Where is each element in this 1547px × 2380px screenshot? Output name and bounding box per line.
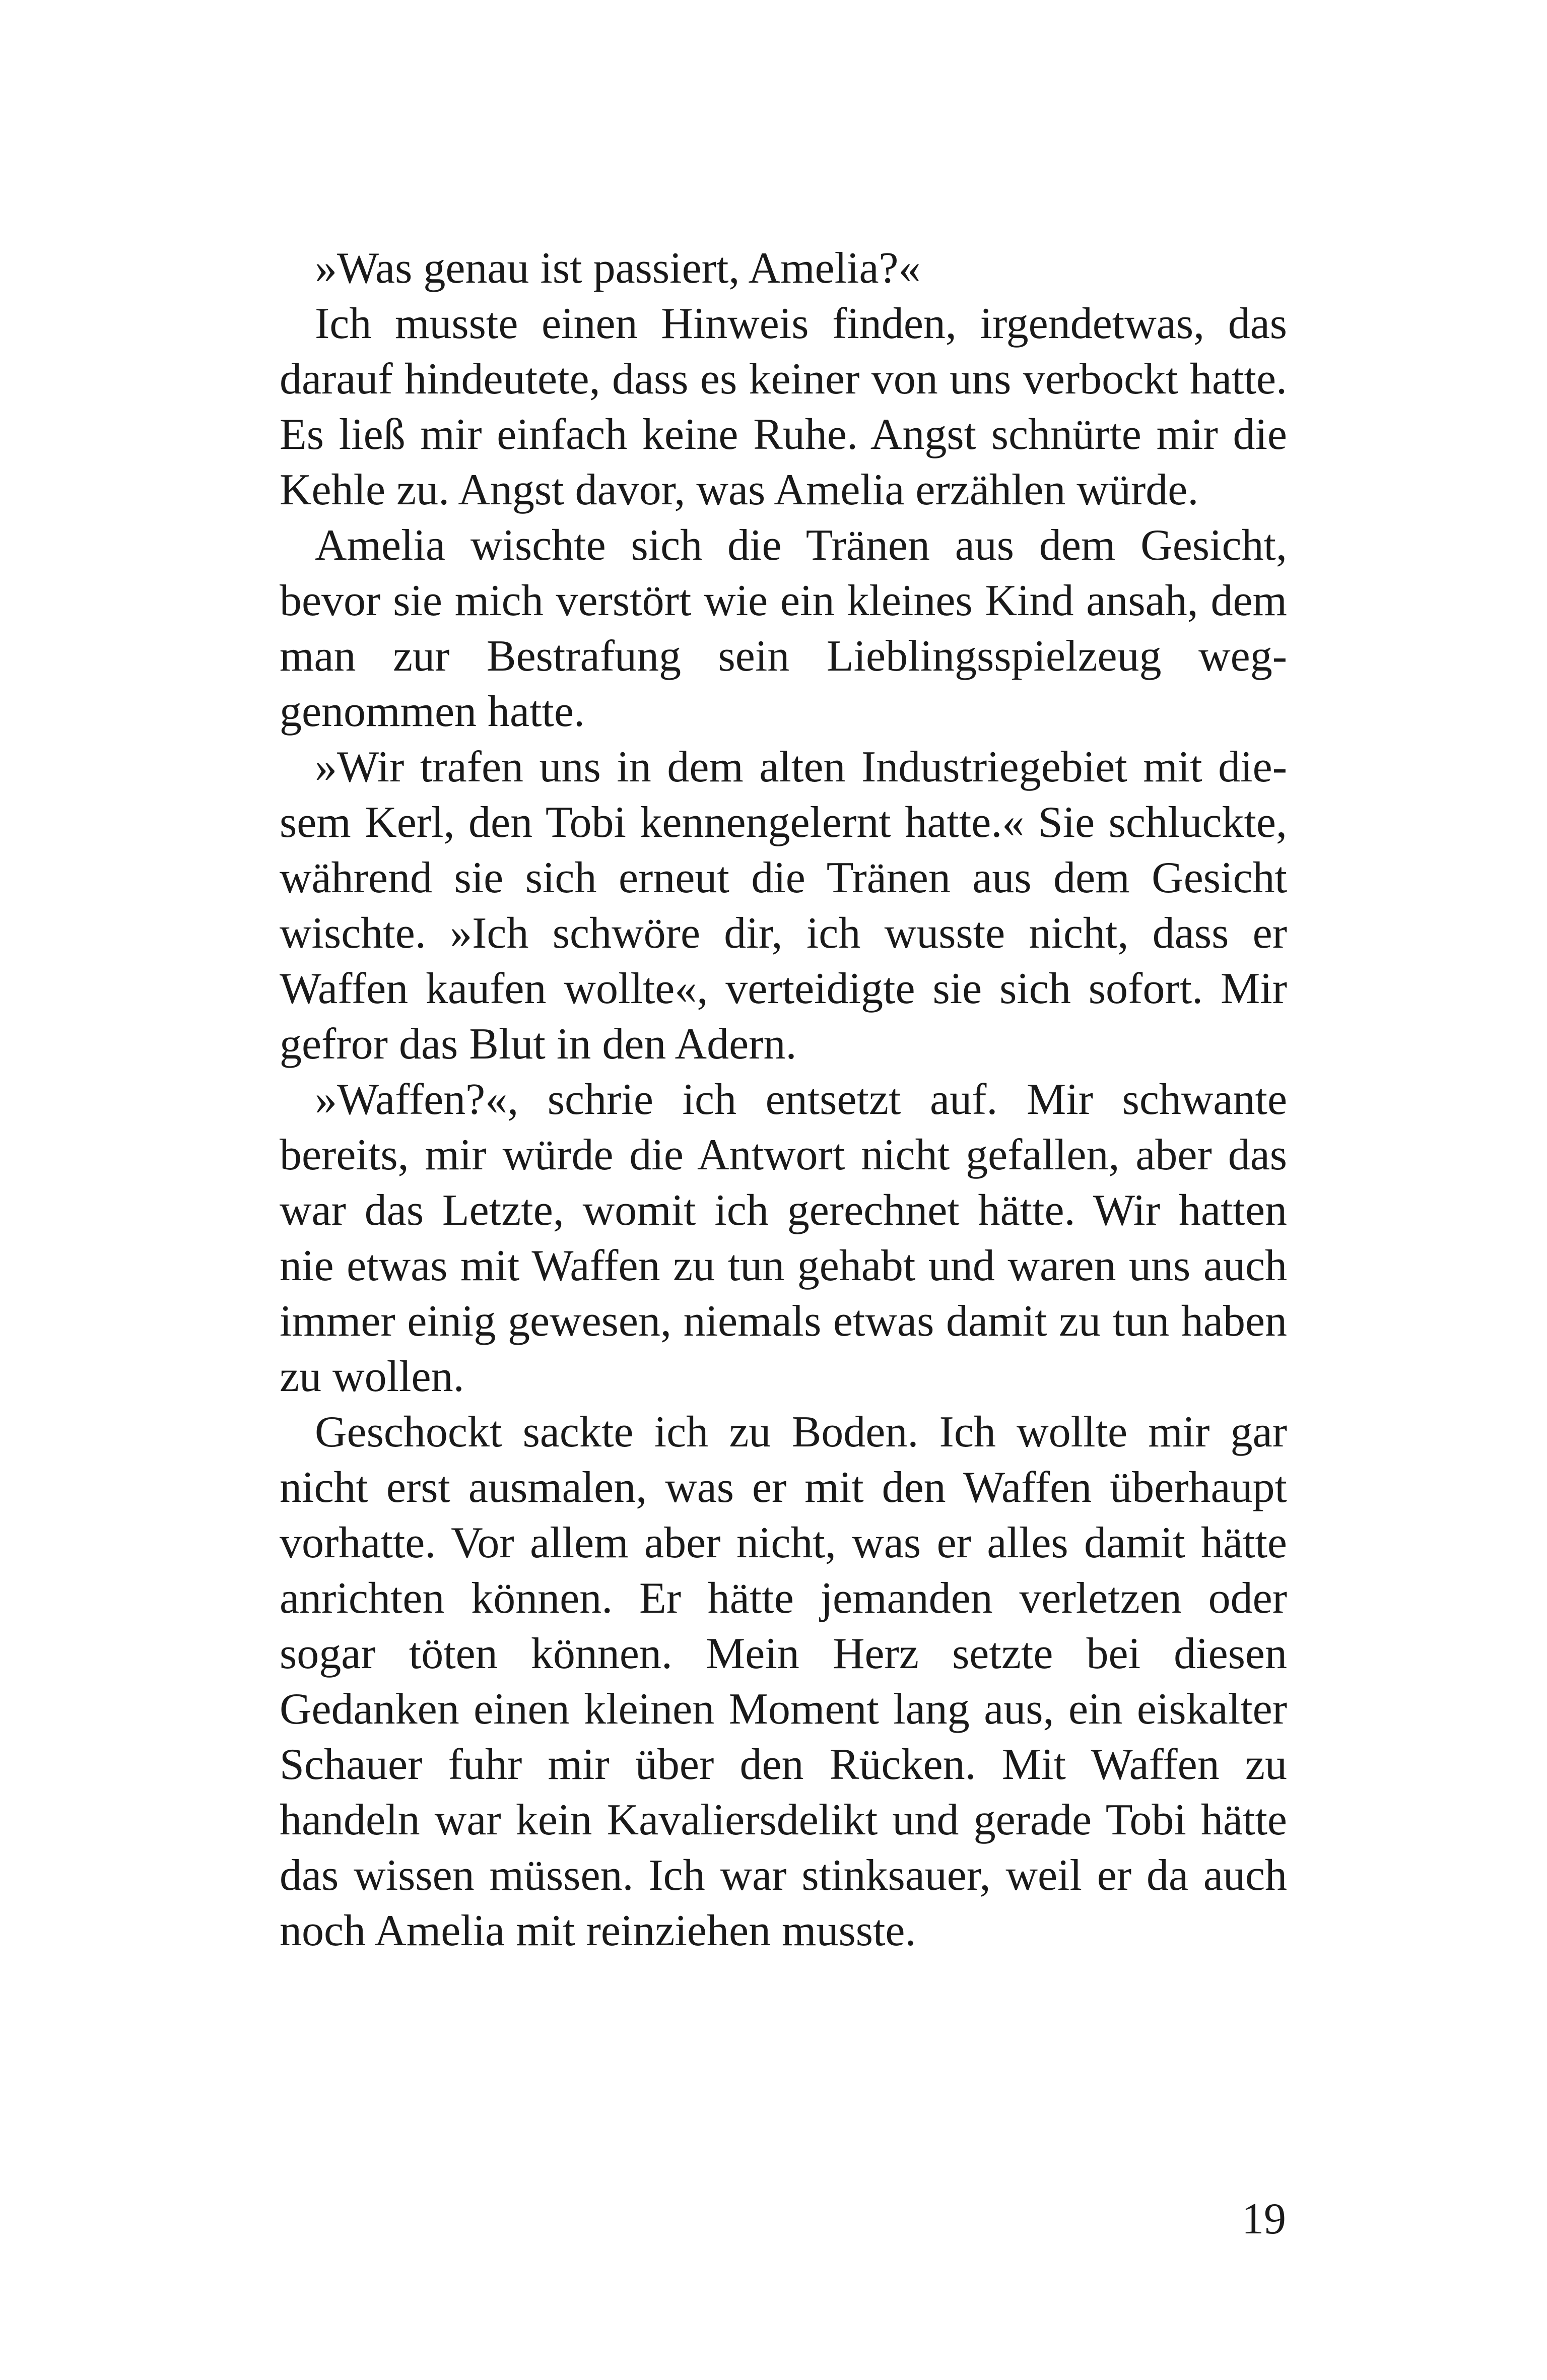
paragraph: Ich musste einen Hinweis finden, irgendetwas, das darauf hindeutete, dass es keiner von uns verbockt hatte. Es ließ mir einfach keine Ruhe. Angst schnürte mir die Kehle zu. Angst davor, was Amelia erzählen würde.	[280, 299, 1287, 514]
paragraph: »Waffen?«, schrie ich entsetzt auf. Mir schwante bereits, mir würde die Antwort nicht gefallen, aber das war das Letzte, womit ich gerechnet hätte. Wir hatten nie etwas mit Waffen zu tun gehabt und waren uns auch immer einig gewesen, niemals etwas damit zu tun haben zu wollen.	[280, 1075, 1287, 1401]
page-number: 19	[1242, 2195, 1286, 2243]
body-text	[280, 241, 1287, 1959]
paragraph: »Wir trafen uns in dem alten Industriegebiet mit diesem Kerl, den Tobi kennengelernt hatte.« Sie schluckte, während sie sich erneut die Tränen aus dem Gesicht wischte. »Ich schwöre dir, ich wusste nicht, dass er Waffen kaufen wollte«, verteidigte sie sich sofort. Mir gefror das Blut in den Adern.	[280, 743, 1287, 1069]
paragraph: »Was genau ist passiert, Amelia?«	[315, 244, 921, 293]
paragraph: Geschockt sackte ich zu Boden. Ich wollte mir gar nicht erst ausmalen, was er mit den Waffen überhaupt vorhatte. Vor allem aber nicht, was er alles damit hätte anrichten können. Er hätte jemanden verletzen oder sogar töten können. Mein Herz setzte bei diesen Gedanken einen kleinen Moment lang aus, ein eiskalter Schauer fuhr mir über den Rücken. Mit Waffen zu handeln war kein Kavaliersdelikt und gerade Tobi hätte das wissen müssen. Ich war stinksauer, weil er da auch noch Amelia mit reinziehen musste.	[280, 1408, 1287, 1955]
paragraph: Amelia wischte sich die Tränen aus dem Gesicht, bevor sie mich verstört wie ein kleines Kind ansah, dem man zur Bestrafung sein Lieblingsspielzeug weggenommen hatte.	[280, 521, 1287, 736]
